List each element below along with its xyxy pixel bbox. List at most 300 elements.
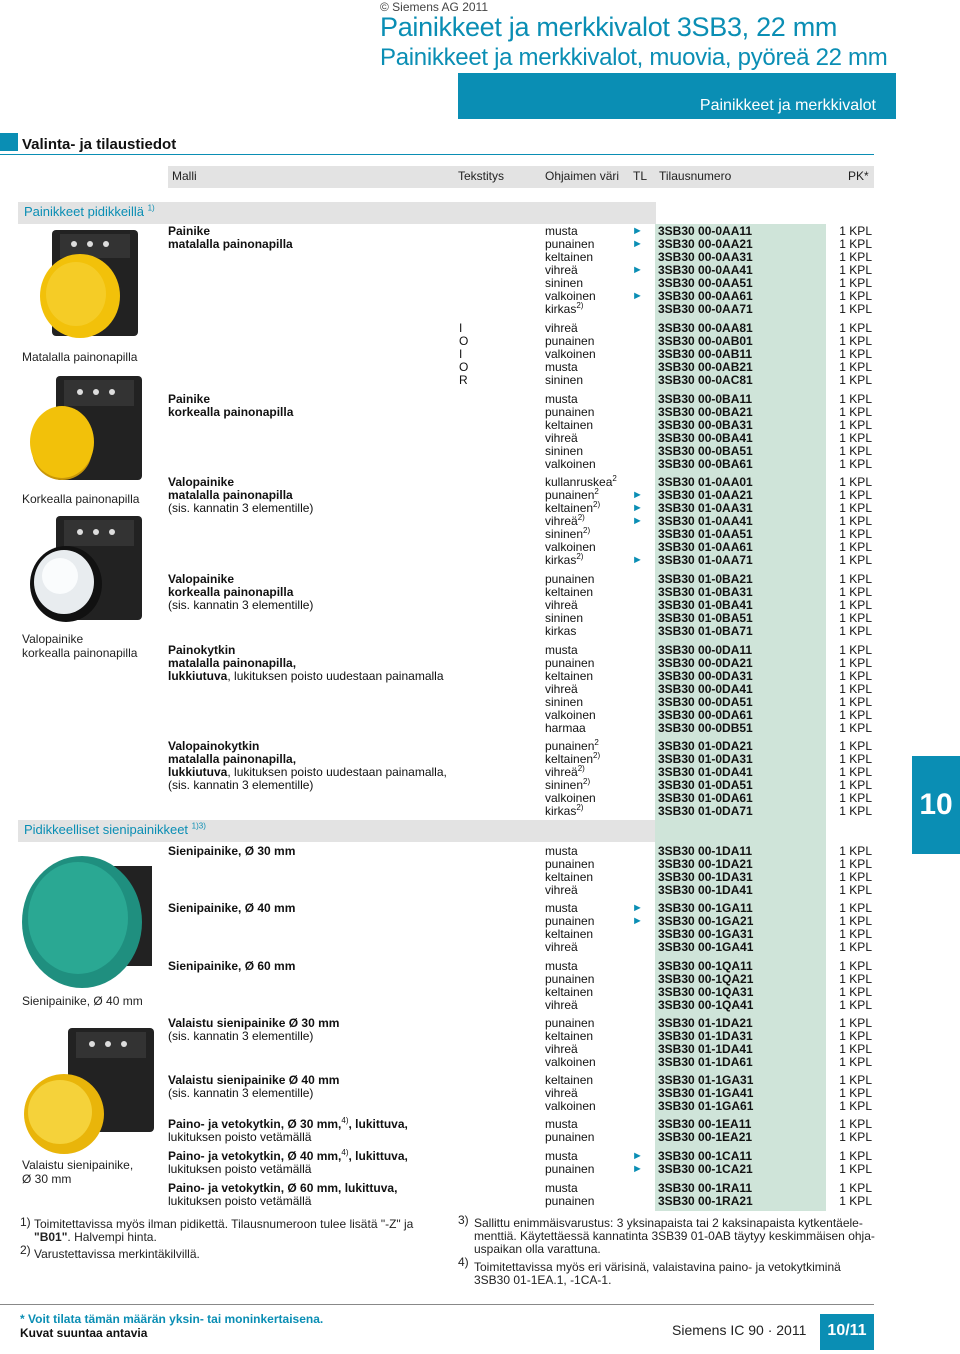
footer-note-images: Kuvat suuntaa antavia [20,1326,148,1340]
product-type-name: Painike [168,224,211,238]
color-text: punainen [545,405,595,419]
pack-quantity-cell: 1 KPL [839,527,872,541]
order-number-cell: 3SB30 00-1RA11 [658,1181,753,1195]
footnote-4-l2: 3SB30 01-1EA.1, -1CA-1. [474,1273,612,1287]
color-text: punainen [545,739,595,753]
delivery-arrow-icon: ► [632,290,643,302]
product-type-line [168,670,458,683]
order-number-cell: 3SB30 00-0AA51 [658,276,753,290]
order-number-cell: 3SB30 01-0AA01 [658,475,753,489]
order-number-cell: 3SB30 00-0BA61 [658,457,753,471]
col-pk: PK* [848,169,869,183]
product-type-detail: lukkiutuva [168,765,228,779]
product-type-name: Sienipainike, Ø 60 mm [168,959,296,973]
footer-citation: Siemens IC 90 · 2011 [672,1322,807,1338]
product-type-detail-tail: , lukituksen poisto uudestaan painamalla, [227,765,447,779]
product-type-name: Sienipainike, Ø 30 mm [168,844,296,858]
image-label-5b: Ø 30 mm [22,1172,72,1186]
color-footnote-ref: 2) [576,301,584,310]
pack-quantity-cell: 1 KPL [839,959,872,973]
pack-quantity-cell: 1 KPL [839,682,872,696]
product-type-footnote-ref: 4) [341,1116,349,1125]
order-number-cell: 3SB30 00-0BA21 [658,405,753,419]
color-cell [545,458,596,471]
section-divider [0,154,874,155]
color-text: sininen [545,373,584,387]
product-type-name: Valaistu sienipainike Ø 30 mm [168,1016,340,1030]
labeling-cell: O [459,360,469,374]
color-text: sininen [545,695,584,709]
order-number-cell: 3SB30 00-1GA21 [658,914,754,928]
pack-quantity-cell: 1 KPL [839,444,872,458]
color-text: keltainen [545,250,594,264]
pack-quantity-cell: 1 KPL [839,624,872,638]
order-number-cell: 3SB30 00-0AB01 [658,334,753,348]
delivery-arrow-icon: ► [632,554,643,566]
order-number-cell: 3SB30 00-0BA41 [658,431,753,445]
product-image-light-button [26,512,150,628]
pack-quantity-cell: 1 KPL [839,643,872,657]
order-number-cell: 3SB30 01-1DA31 [658,1029,753,1043]
order-number-cell: 3SB30 00-1QA31 [658,985,754,999]
page-number-box [820,1314,874,1350]
color-text: valkoinen [545,540,596,554]
pack-quantity-cell: 1 KPL [839,870,872,884]
color-footnote-ref: 2) [583,526,591,535]
color-cell [545,1131,594,1144]
delivery-arrow-icon: ► [632,502,643,514]
pack-quantity-cell: 1 KPL [839,572,872,586]
color-text: kullanruskea [545,475,613,489]
product-type-name: Valopainokytkin [168,739,260,753]
footnote-3-l1: Sallittu enimmäisvarustus: 3 yksinapaista tai 2 kaksinapaista kytkentäele- [474,1216,863,1230]
order-number-cell: 3SB30 01-1GA41 [658,1086,754,1100]
product-type-variant: (sis. kannatin 3 elementille) [168,1086,314,1100]
pack-quantity-cell: 1 KPL [839,1130,872,1144]
order-number-cell: 3SB30 00-0AA71 [658,302,753,316]
footnote-1-num: 1) [20,1215,31,1229]
color-cell [545,805,583,818]
pack-quantity-cell: 1 KPL [839,804,872,818]
product-type [168,573,458,612]
order-number-cell: 3SB30 00-1GA11 [658,901,753,915]
color-text: punainen [545,972,595,986]
pack-quantity-cell: 1 KPL [839,883,872,897]
order-number-cell: 3SB30 00-1DA11 [658,844,753,858]
delivery-arrow-icon: ► [632,264,643,276]
order-number-cell: 3SB30 00-1DA31 [658,870,753,884]
footnote-3-l3: uspaikan olla varattuna. [474,1242,601,1256]
color-text: sininen [545,527,584,541]
order-number-cell: 3SB30 01-0BA41 [658,598,753,612]
product-type-line [168,845,458,858]
color-footnote-ref: 2) [593,500,601,509]
color-footnote-ref: 2) [577,513,585,522]
order-number-cell: 3SB30 01-0AA61 [658,540,753,554]
pack-quantity-cell: 1 KPL [839,669,872,683]
product-type-name-tail: , lukittuva, [348,1149,408,1163]
color-text: keltainen [545,585,594,599]
order-number-cell: 3SB30 00-0DA61 [658,708,753,722]
order-number-cell: 3SB30 01-0AA51 [658,527,753,541]
footer-note-order: * Voit tilata tämän määrän yksin- tai moninkertaisena. [20,1312,324,1326]
pack-quantity-cell: 1 KPL [839,844,872,858]
order-number-cell: 3SB30 01-0DA21 [658,739,753,753]
pack-quantity-cell: 1 KPL [839,553,872,567]
col-ohjaimen-vari: Ohjaimen väri [545,169,620,183]
product-type-name-tail: , lukittuva, [348,1117,408,1131]
order-number-cell: 3SB30 00-0AA81 [658,321,753,335]
order-number-cell: 3SB30 01-0BA51 [658,611,753,625]
product-type-line [168,1163,458,1176]
delivery-arrow-icon: ► [632,489,643,501]
pack-quantity-cell: 1 KPL [839,392,872,406]
footnote-2: Varustettavissa merkintäkilvillä. [34,1247,200,1261]
col-tl: TL [633,169,648,183]
product-type-name: Paino- ja vetokytkin, Ø 60 mm, lukittuva, [168,1181,398,1195]
column-header-bar [168,166,874,188]
product-image-flat-button [30,224,150,346]
color-text: sininen [545,276,584,290]
pack-quantity-cell: 1 KPL [839,501,872,515]
image-label-5a: Valaistu sienipainike, [22,1158,134,1172]
product-type-note: (sis. kannatin 3 elementille) [168,778,314,792]
header-band-text: Painikkeet ja merkkivalot [699,97,876,114]
pack-quantity-cell: 1 KPL [839,1162,872,1176]
footer-divider [0,1304,874,1305]
color-text: musta [545,643,578,657]
product-type-variant: matalalla painonapilla [168,237,293,251]
color-text: vihreä [545,321,578,335]
image-label-4: Sienipainike, Ø 40 mm [22,994,143,1008]
product-type-name: Painokytkin [168,643,236,657]
group-title-2-text: Pidikkeelliset sienipainikkeet [24,822,189,837]
color-text: kirkas [545,302,577,316]
color-text: keltainen [545,1029,594,1043]
color-text: vihreä [545,940,578,954]
order-number-cell: 3SB30 00-0AA31 [658,250,753,264]
product-type-name: Valaistu sienipainike Ø 40 mm [168,1073,340,1087]
order-number-cell: 3SB30 01-1GA31 [658,1073,754,1087]
pack-quantity-cell: 1 KPL [839,611,872,625]
color-text: vihreä [545,998,578,1012]
order-number-cell: 3SB30 01-0DA61 [658,791,753,805]
color-text: musta [545,959,578,973]
order-number-cell: 3SB30 01-0AA21 [658,488,753,502]
order-number-cell: 3SB30 00-0BA31 [658,418,753,432]
color-text: vihreä [545,598,578,612]
pack-quantity-cell: 1 KPL [839,360,872,374]
pack-quantity-cell: 1 KPL [839,1099,872,1113]
color-text: keltainen [545,669,594,683]
pack-quantity-cell: 1 KPL [839,778,872,792]
pack-quantity-cell: 1 KPL [839,857,872,871]
order-number-cell: 3SB30 00-1RA21 [658,1194,753,1208]
image-label-3b: korkealla painonapilla [22,646,138,660]
order-number-cell: 3SB30 00-0DA51 [658,695,753,709]
page-title: Painikkeet ja merkkivalot 3SB3, 22 mm [380,12,838,42]
pack-quantity-cell: 1 KPL [839,334,872,348]
product-type [168,1017,458,1043]
color-footnote-ref: 2) [576,552,584,561]
color-text: keltainen [545,985,594,999]
color-cell [545,999,578,1012]
order-number-cell: 3SB30 00-1DA21 [658,857,753,871]
color-text: keltainen [545,752,594,766]
col-tekstitys: Tekstitys [458,169,505,183]
pack-quantity-cell: 1 KPL [839,914,872,928]
order-number-cell: 3SB30 01-0DA71 [658,804,753,818]
col-malli: Malli [172,169,197,183]
pack-quantity-cell: 1 KPL [839,1029,872,1043]
pack-quantity-cell: 1 KPL [839,752,872,766]
header-band [458,73,896,119]
copyright: © Siemens AG 2011 [380,0,489,14]
delivery-arrow-icon: ► [632,902,643,914]
pack-quantity-cell: 1 KPL [839,1117,872,1131]
color-text: kirkas [545,553,577,567]
pack-quantity-cell: 1 KPL [839,289,872,303]
pack-quantity-cell: 1 KPL [839,972,872,986]
order-number-cell: 3SB30 00-1GA41 [658,940,754,954]
order-number-cell: 3SB30 00-0DA21 [658,656,753,670]
product-type-name: Valopainike [168,572,235,586]
product-type-line [168,779,458,792]
color-text: musta [545,844,578,858]
product-type-name: Paino- ja vetokytkin, Ø 30 mm, [168,1117,342,1131]
group-title-1 [24,204,155,219]
pack-quantity-cell: 1 KPL [839,321,872,335]
product-type-name: Valopainike [168,475,235,489]
product-type-detail: lukkiutuva [168,669,228,683]
chapter-tab-number: 10 [919,788,953,821]
footnote-4-l1: Toimitettavissa myös eri värisinä, valaistavina paino- ja vetokytkiminä [474,1260,841,1274]
footnote-3-l2: menttiä. Käytettäessä kannatinta 3SB39 01-0AB täytyy keskimmäisen ohja- [474,1229,875,1243]
product-image-lit-mushroom-button [18,1022,158,1156]
order-number-cell: 3SB30 01-0BA21 [658,572,753,586]
pack-quantity-cell: 1 KPL [839,250,872,264]
product-type-variant: lukituksen poisto vetämällä [168,1162,312,1176]
color-footnote-ref: 2) [583,777,591,786]
color-footnote-ref: 2 [594,738,599,747]
pack-quantity-cell: 1 KPL [839,1073,872,1087]
color-text: vihreä [545,682,578,696]
image-label-2: Korkealla painonapilla [22,492,140,506]
pack-quantity-cell: 1 KPL [839,263,872,277]
product-type [168,644,458,683]
labeling-cell: I [459,321,463,335]
order-number-cell: 3SB30 01-0BA31 [658,585,753,599]
order-number-cell: 3SB30 01-0DA31 [658,752,753,766]
color-cell [545,625,576,638]
pack-quantity-cell: 1 KPL [839,998,872,1012]
order-number-cell: 3SB30 01-0BA71 [658,624,753,638]
product-type [168,476,458,515]
labeling-cell: I [459,347,463,361]
footnote-1-text: Toimitettavissa myös ilman pidikettä. Tilausnumeroon tulee lisätä "-Z" ja [34,1217,414,1231]
footnote-1 [34,1218,424,1244]
delivery-arrow-icon: ► [632,238,643,250]
color-text: valkoinen [545,1099,596,1113]
product-type [168,1182,458,1208]
color-text: musta [545,392,578,406]
product-type-name: Paino- ja vetokytkin, Ø 40 mm, [168,1149,342,1163]
order-number-cell: 3SB30 01-1DA41 [658,1042,753,1056]
color-text: vihreä [545,765,578,779]
product-type-detail-tail: , lukituksen poisto uudestaan painamalla [227,669,444,683]
product-type [168,740,458,792]
order-number-cell: 3SB30 01-0AA71 [658,553,753,567]
order-number-cell: 3SB30 00-0BA11 [658,392,753,406]
color-text: keltainen [545,501,594,515]
color-text: punainen [545,914,595,928]
color-footnote-ref: 2) [593,751,601,760]
image-label-3 [22,632,137,660]
product-type [168,902,458,915]
pack-quantity-cell: 1 KPL [839,418,872,432]
footnote-1-tail: . Halvempi hinta. [67,1230,157,1244]
color-text: musta [545,360,578,374]
group-title-1-sup: 1) [147,203,155,213]
order-number-cell: 3SB30 01-0DA51 [658,778,753,792]
color-text: sininen [545,444,584,458]
footnote-1-bold: "B01" [34,1230,68,1244]
product-type [168,960,458,973]
color-cell [545,303,583,316]
delivery-arrow-icon: ► [632,915,643,927]
footnote-3-num: 3) [458,1213,469,1227]
product-image-mushroom-button [18,852,158,992]
col-tilausnumero: Tilausnumero [659,169,732,183]
pack-quantity-cell: 1 KPL [839,1016,872,1030]
order-number-cell: 3SB30 00-1QA11 [658,959,753,973]
color-text: punainen [545,857,595,871]
pack-quantity-cell: 1 KPL [839,656,872,670]
product-type [168,1074,458,1100]
product-type-line [168,238,458,251]
pack-quantity-cell: 1 KPL [839,1086,872,1100]
order-number-cell: 3SB30 01-0DA41 [658,765,753,779]
footnote-2-num: 2) [20,1243,31,1257]
pack-quantity-cell: 1 KPL [839,739,872,753]
color-text: kirkas [545,624,577,638]
order-number-cell: 3SB30 00-0AA21 [658,237,753,251]
color-text: kirkas [545,804,577,818]
color-text: valkoinen [545,289,596,303]
product-type-line [168,1087,458,1100]
pack-quantity-cell: 1 KPL [839,1042,872,1056]
color-text: punainen [545,1162,595,1176]
color-cell [545,1163,594,1176]
order-number-cell: 3SB30 00-1GA31 [658,927,754,941]
footnote-4-num: 4) [458,1255,469,1269]
color-text: sininen [545,778,584,792]
color-text: punainen [545,1130,595,1144]
color-text: harmaa [545,721,586,735]
order-number-cell: 3SB30 00-1QA21 [658,972,754,986]
product-type [168,1150,458,1176]
section-marker [0,133,18,151]
color-text: musta [545,1117,578,1131]
color-text: vihreä [545,1042,578,1056]
pack-quantity-cell: 1 KPL [839,598,872,612]
order-number-cell: 3SB30 01-1DA21 [658,1016,753,1030]
pack-quantity-cell: 1 KPL [839,405,872,419]
pack-quantity-cell: 1 KPL [839,540,872,554]
order-number-cell: 3SB30 01-0AA31 [658,501,753,515]
product-type-detail: (sis. kannatin 3 elementille) [168,501,314,515]
color-text: punainen [545,488,595,502]
color-text: punainen [545,656,595,670]
product-type-line [168,1131,458,1144]
order-number-cell: 3SB30 00-1CA11 [658,1149,753,1163]
pack-quantity-cell: 1 KPL [839,475,872,489]
pack-quantity-cell: 1 KPL [839,347,872,361]
color-cell [545,1056,596,1069]
product-type-line [168,599,458,612]
product-type-line [168,406,458,419]
product-type [168,393,458,419]
color-text: punainen [545,572,595,586]
product-type-line [168,1195,458,1208]
order-number-cell: 3SB30 01-1DA61 [658,1055,753,1069]
color-text: sininen [545,611,584,625]
pack-quantity-cell: 1 KPL [839,514,872,528]
color-text: valkoinen [545,457,596,471]
pack-quantity-cell: 1 KPL [839,302,872,316]
labeling-cell: O [459,334,469,348]
color-text: vihreä [545,263,578,277]
order-number-cell: 3SB30 00-1CA21 [658,1162,753,1176]
pack-quantity-cell: 1 KPL [839,791,872,805]
order-number-cell: 3SB30 01-1GA61 [658,1099,754,1113]
color-text: punainen [545,237,595,251]
pack-quantity-cell: 1 KPL [839,1149,872,1163]
color-text: vihreä [545,883,578,897]
order-number-cell: 3SB30 00-1EA21 [658,1130,753,1144]
pack-quantity-cell: 1 KPL [839,457,872,471]
pack-quantity-cell: 1 KPL [839,1181,872,1195]
pack-quantity-cell: 1 KPL [839,237,872,251]
product-type-line [168,502,458,515]
pack-quantity-cell: 1 KPL [839,721,872,735]
page-subtitle: Painikkeet ja merkkivalot, muovia, pyöreä 22 mm [380,44,888,71]
pack-quantity-cell: 1 KPL [839,431,872,445]
color-cell [545,941,578,954]
chapter-tab [912,756,960,854]
color-footnote-ref: 2 [612,474,617,483]
color-text: musta [545,901,578,915]
color-cell [545,554,583,567]
pack-quantity-cell: 1 KPL [839,224,872,238]
pack-quantity-cell: 1 KPL [839,940,872,954]
product-type-variant: korkealla painonapilla [168,405,294,419]
delivery-arrow-icon: ► [632,515,643,527]
order-number-cell: 3SB30 00-0BA51 [658,444,753,458]
color-footnote-ref: 2) [577,764,585,773]
order-number-cell: 3SB30 00-1EA11 [658,1117,752,1131]
order-number-cell: 3SB30 00-0DA41 [658,682,753,696]
product-type-line [168,1030,458,1043]
color-footnote-ref: 2) [576,803,584,812]
color-cell [545,1195,594,1208]
color-cell [545,722,586,735]
order-number-cell: 3SB30 00-0AA41 [658,263,753,277]
image-label-5 [22,1158,133,1186]
footnote-3 [474,1217,875,1256]
color-text: punainen [545,1016,595,1030]
pack-quantity-cell: 1 KPL [839,765,872,779]
